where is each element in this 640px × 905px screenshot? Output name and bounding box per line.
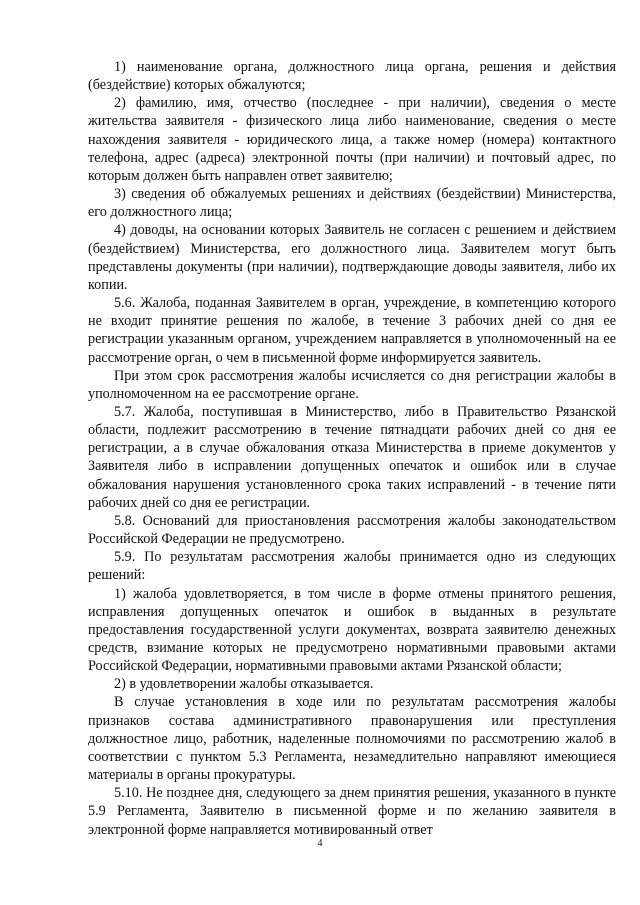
paragraph-decision-2: 2) в удовлетворении жалобы отказывается.: [114, 676, 374, 693]
paragraph-item-1: 1) наименование органа, должностного лица органа, решения и действия (бездействие) которых обжалуются;: [88, 59, 616, 94]
paragraph-review-period: При этом срок рассмотрения жалобы исчисляется со дня регистрации жалобы в уполномоченном на ее рассмотрение органе.: [88, 367, 616, 402]
paragraph-prosecution: В случае установления в ходе или по результатам рассмотрения жалобы признаков состава административного правонарушения или преступления должностное лицо, работник, наделенные полномочиями по рассмотрению жалоб в соответствии с пунктом 5.3 Регламента, незамедлительно направляют имеющиеся материалы в органы прокуратуры.: [88, 694, 616, 784]
paragraph-5-7: 5.7. Жалоба, поступившая в Министерство, либо в Правительство Рязанской области, подлежит рассмотрению в течение пятнадцати рабочих дней со дня ее регистрации, а в случае обжалования отказа Министерства в приеме документов у Заявителя либо в исправлении допущенных опечаток и ошибок или в случае обжалования нарушения установленного срока таких исправлений - в течение пяти рабочих дней со дня ее регистрации.: [88, 403, 616, 511]
paragraph-5-6: 5.6. Жалоба, поданная Заявителем в орган, учреждение, в компетенцию которого не входит принятие решения по жалобе, в течение 3 рабочих дней со дня ее регистрации указанным органом, учреждением направляется в уполномоченный на ее рассмотрение орган, о чем в письменной форме информируется заявитель.: [88, 295, 616, 366]
paragraph-item-3: 3) сведения об обжалуемых решениях и действиях (бездействии) Министерства, его должностного лица;: [88, 186, 616, 221]
document-body: [88, 58, 616, 839]
paragraph-item-4: 4) доводы, на основании которых Заявитель не согласен с решением и действием (бездействием) Министерства, его должностного лица. Заявителем могут быть представлены документы (при наличии), подтверждающие доводы заявителя, либо их копии.: [88, 222, 616, 293]
paragraph-item-2: 2) фамилию, имя, отчество (последнее - при наличии), сведения о месте жительства заявителя - физического лица либо наименование, сведения о месте нахождения заявителя - юридического лица, а также номер (номера) контактного телефона, адрес (адреса) электронной почты (при наличии) и почтовый адрес, по которым должен быть направлен ответ заявителю;: [88, 95, 616, 184]
paragraph-5-10: 5.10. Не позднее дня, следующего за днем принятия решения, указанного в пункте 5.9 Регламента, Заявителю в письменной форме и по желанию заявителя в электронной форме направляется мотивированный ответ: [88, 785, 616, 838]
page-number: 4: [317, 838, 323, 849]
paragraph-5-9: 5.9. По результатам рассмотрения жалобы принимается одно из следующих решений:: [88, 549, 616, 584]
paragraph-5-8: 5.8. Оснований для приостановления рассмотрения жалобы законодательством Российской Федерации не предусмотрено.: [88, 512, 616, 548]
paragraph-decision-1: 1) жалоба удовлетворяется, в том числе в форме отмены принятого решения, исправления допущенных опечаток и ошибок в выданных в результате предоставления государственной услуги документах, возврата заявителю денежных средств, взимание которых не предусмотрено нормативными правовыми актами Российской Федерации, нормативными правовыми актами Рязанской области;: [88, 585, 616, 675]
